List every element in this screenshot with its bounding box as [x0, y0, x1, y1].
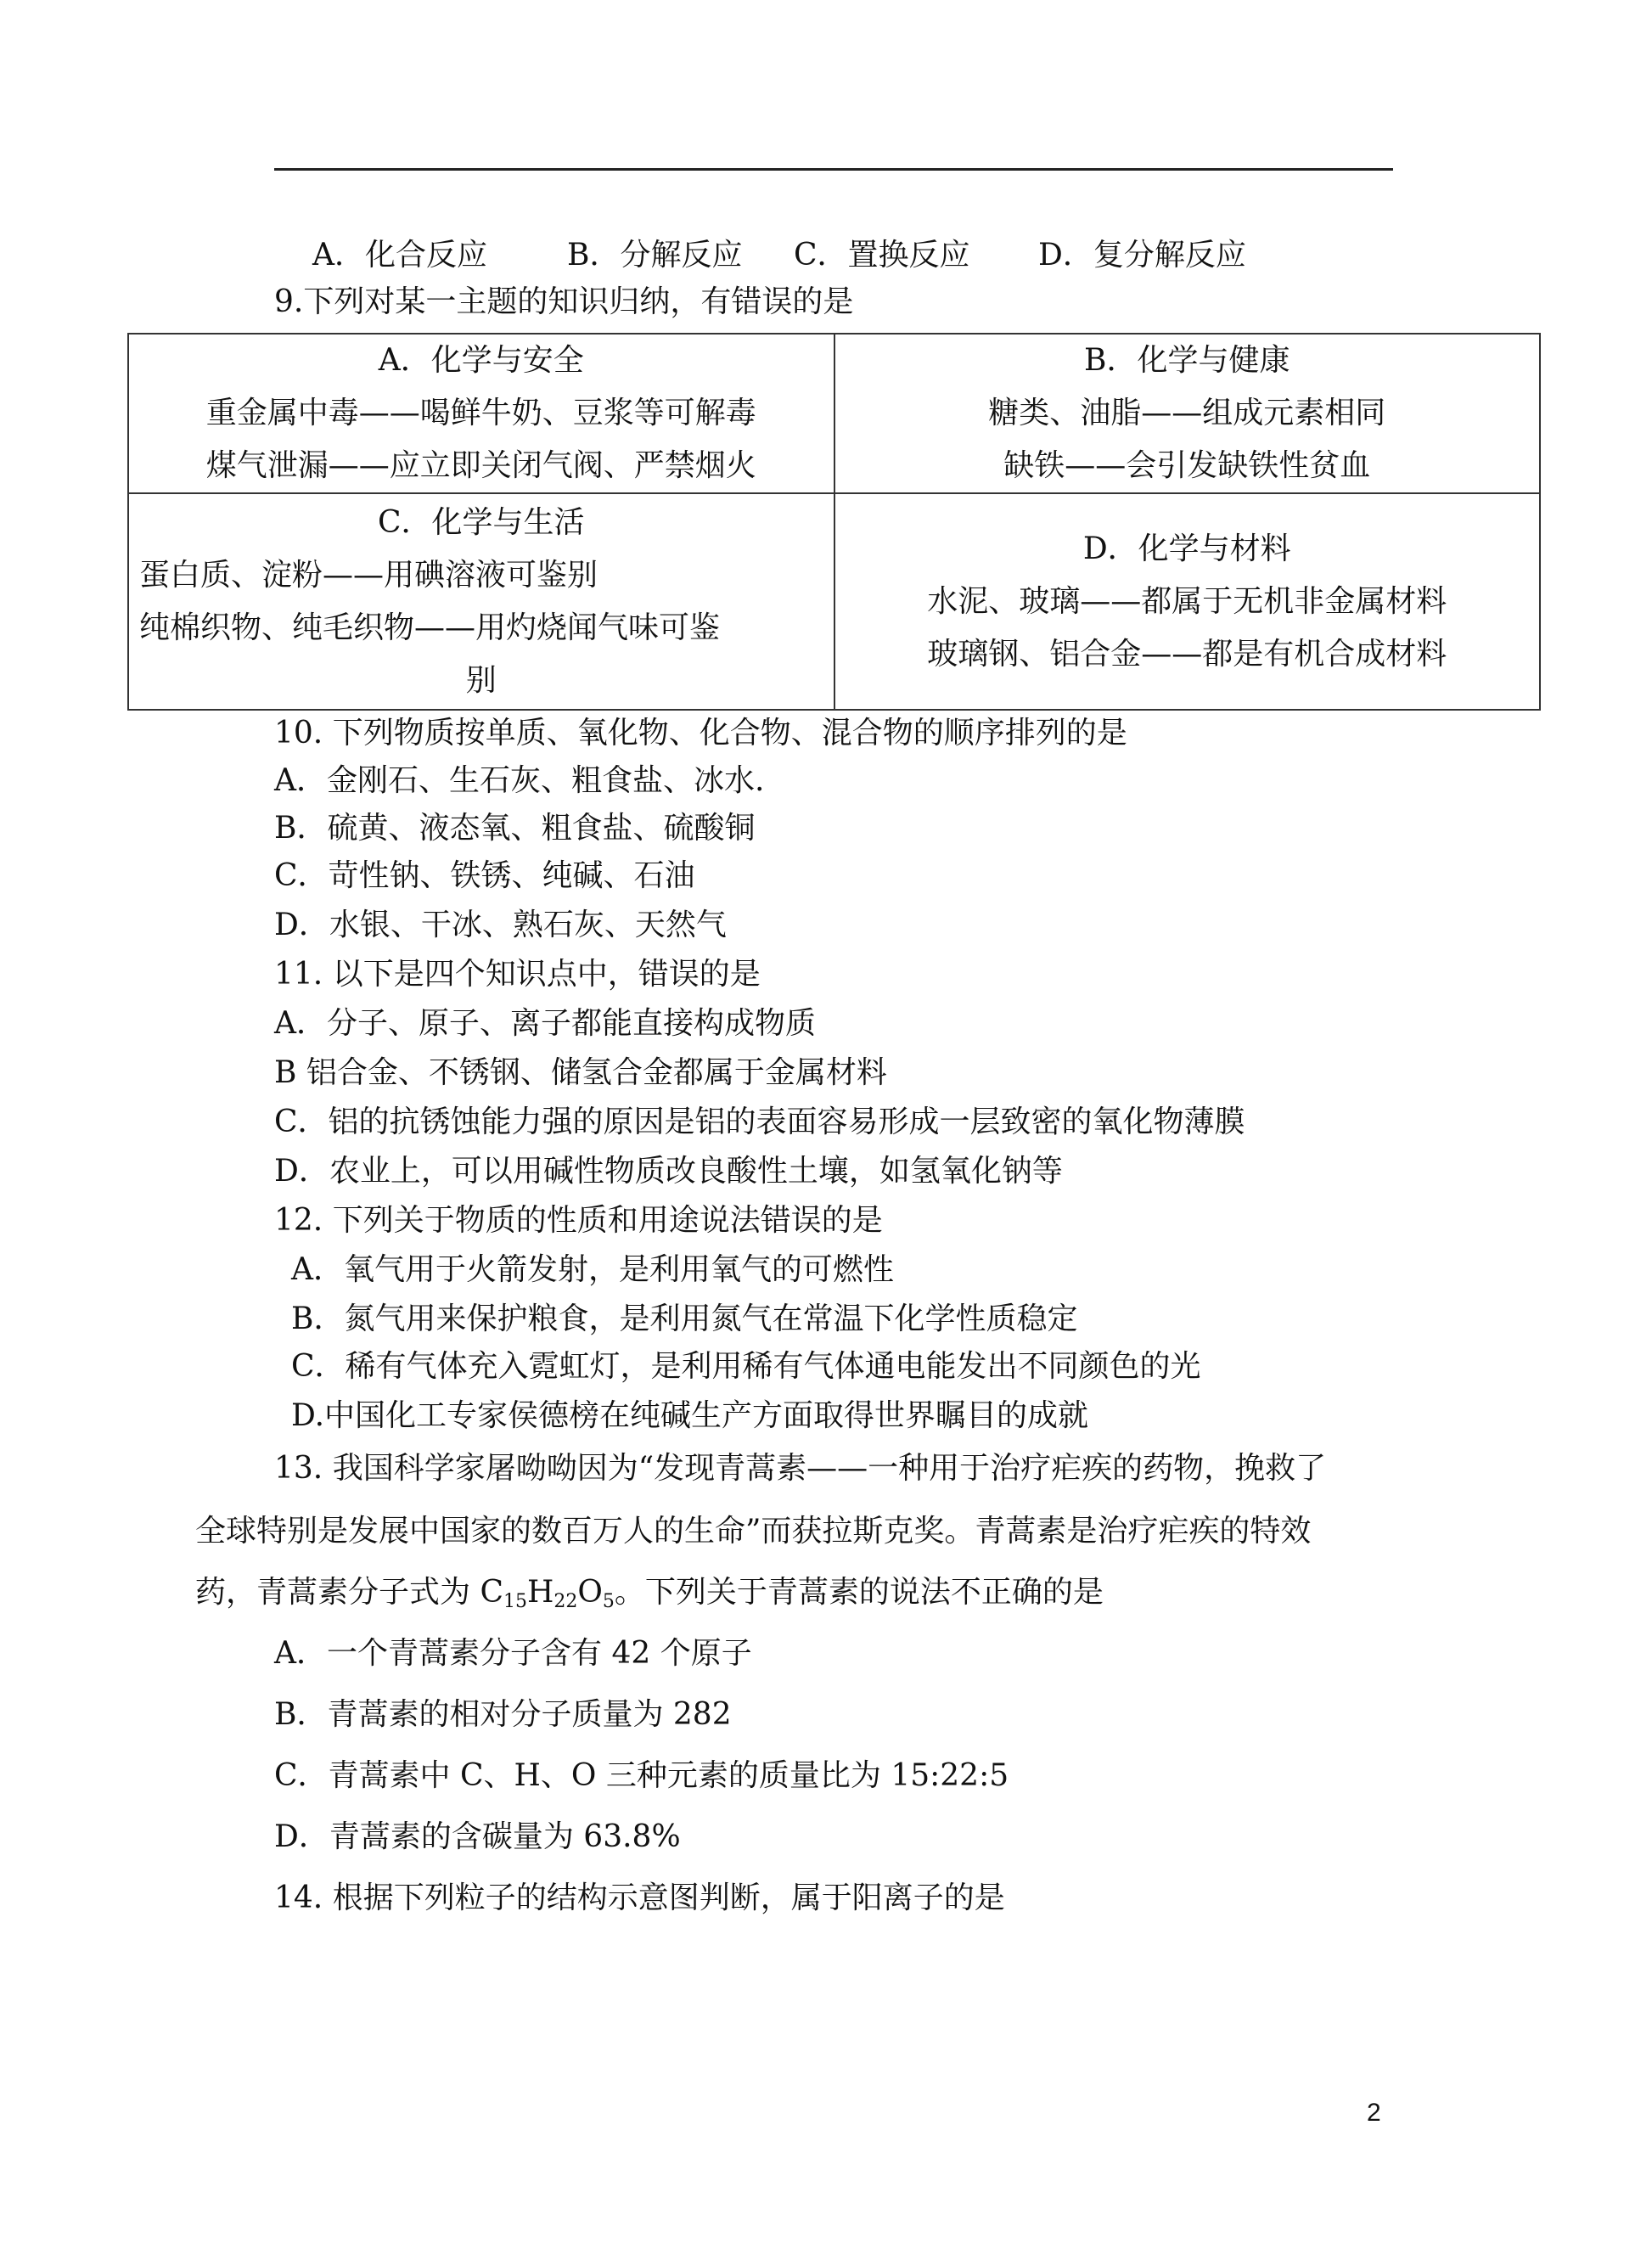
q13-option-b: B．青蒿素的相对分子质量为 282: [274, 1697, 732, 1732]
q9-cell-a: [128, 334, 834, 493]
q9-cell-b-line: 缺铁——会引发缺铁性贫血: [1003, 448, 1371, 483]
q9-cell-d-title: D．化学与材料: [1082, 531, 1291, 566]
q9-cell-a-title: A．化学与安全: [378, 343, 584, 378]
q9-cell-c-line: 别: [465, 662, 497, 698]
q9-cell-b: [834, 334, 1541, 493]
q11-option-a: A．分子、原子、离子都能直接构成物质: [274, 1006, 816, 1041]
q9-cell-a-line: 重金属中毒——喝鲜牛奶、豆浆等可解毒: [205, 396, 756, 430]
q13-c-subscript: 15: [503, 1591, 527, 1612]
q9-cell-d-line: 水泥、玻璃——都属于无机非金属材料: [927, 583, 1447, 619]
q9-cell-c-title: C．化学与生活: [377, 504, 585, 540]
q12-option-c: C．稀有气体充入霓虹灯，是利用稀有气体通电能发出不同颜色的光: [291, 1349, 1201, 1384]
q9-cell-c-line: 蛋白质、淀粉——用碘溶液可鉴别: [139, 557, 598, 593]
q13-o-symbol: O: [577, 1575, 603, 1610]
q9-cell-b-title: B．化学与健康: [1084, 343, 1290, 378]
q9-knowledge-table: [127, 333, 1541, 711]
q10-option-c: C．苛性钠、铁锈、纯碱、石油: [274, 858, 695, 893]
q10-option-a: A．金刚石、生石灰、粗食盐、冰水.: [274, 763, 765, 798]
q9-cell-d-line: 玻璃钢、铝合金——都是有机合成材料: [927, 636, 1447, 672]
q13-h-subscript: 22: [553, 1591, 578, 1612]
q9-cell-c-line: 纯棉织物、纯毛织物——用灼烧闻气味可鉴: [139, 610, 721, 645]
q13-h-symbol: H: [527, 1575, 554, 1610]
q11-option-b: B 铝合金、不锈钢、储氢合金都属于金属材料: [274, 1055, 887, 1090]
q11-option-d: D．农业上，可以用碱性物质改良酸性土壤，如氢氧化钠等: [274, 1154, 1063, 1189]
q8-option-d: D．复分解反应: [1038, 238, 1246, 273]
q11-option-c: C．铝的抗锈蚀能力强的原因是铝的表面容易形成一层致密的氧化物薄膜: [274, 1105, 1245, 1139]
q8-option-a: A．化合反应: [312, 238, 487, 273]
q13-option-c: C．青蒿素中 C、H、O 三种元素的质量比为 15:22:5: [274, 1758, 1009, 1793]
q13-o-subscript: 5: [602, 1591, 615, 1612]
q10-option-d: D．水银、干冰、熟石灰、天然气: [274, 908, 727, 942]
q10-option-b: B．硫黄、液态氧、粗食盐、硫酸铜: [274, 811, 756, 846]
q12-option-b: B．氮气用来保护粮食，是利用氮气在常温下化学性质稳定: [291, 1301, 1078, 1336]
q13-stem-line2: 全球特别是发展中国家的数百万人的生命”而获拉斯克奖。青蒿素是治疗疟疾的特效: [195, 1514, 1312, 1549]
q9-stem: 9.下列对某一主题的知识归纳，有错误的是: [274, 284, 854, 319]
q13-option-a: A．一个青蒿素分子含有 42 个原子: [274, 1636, 752, 1671]
q12-stem: 12. 下列关于物质的性质和用途说法错误的是: [274, 1203, 883, 1238]
q13-option-d: D．青蒿素的含碳量为 63.8%: [274, 1819, 681, 1854]
q8-option-c: C．置换反应: [794, 238, 970, 273]
q13-stem-line3: [195, 1575, 1104, 1612]
q9-cell-c: [128, 493, 834, 710]
q14-stem: 14. 根据下列粒子的结构示意图判断，属于阳离子的是: [274, 1881, 1005, 1915]
q13-line3-pre: 药，青蒿素分子式为 C: [195, 1575, 503, 1610]
q13-line3-post: 。下列关于青蒿素的说法不正确的是: [614, 1575, 1104, 1610]
q11-stem: 11. 以下是四个知识点中，错误的是: [274, 957, 761, 992]
q13-stem-line1: 13. 我国科学家屠呦呦因为“发现青蒿素——一种用于治疗疟疾的药物，挽救了: [274, 1451, 1327, 1486]
page-number: 2: [1367, 2099, 1381, 2127]
q12-option-d: D.中国化工专家侯德榜在纯碱生产方面取得世界瞩目的成就: [291, 1398, 1089, 1433]
q8-option-b: B．分解反应: [567, 238, 743, 273]
header-rule: [274, 168, 1393, 171]
q10-stem: 10. 下列物质按单质、氧化物、化合物、混合物的顺序排列的是: [274, 716, 1127, 751]
q9-cell-a-line: 煤气泄漏——应立即关闭气阀、严禁烟火: [205, 448, 756, 483]
q9-cell-b-line: 糖类、油脂——组成元素相同: [988, 396, 1386, 430]
q12-option-a: A．氧气用于火箭发射，是利用氧气的可燃性: [291, 1252, 894, 1287]
q9-cell-d: [834, 493, 1541, 710]
